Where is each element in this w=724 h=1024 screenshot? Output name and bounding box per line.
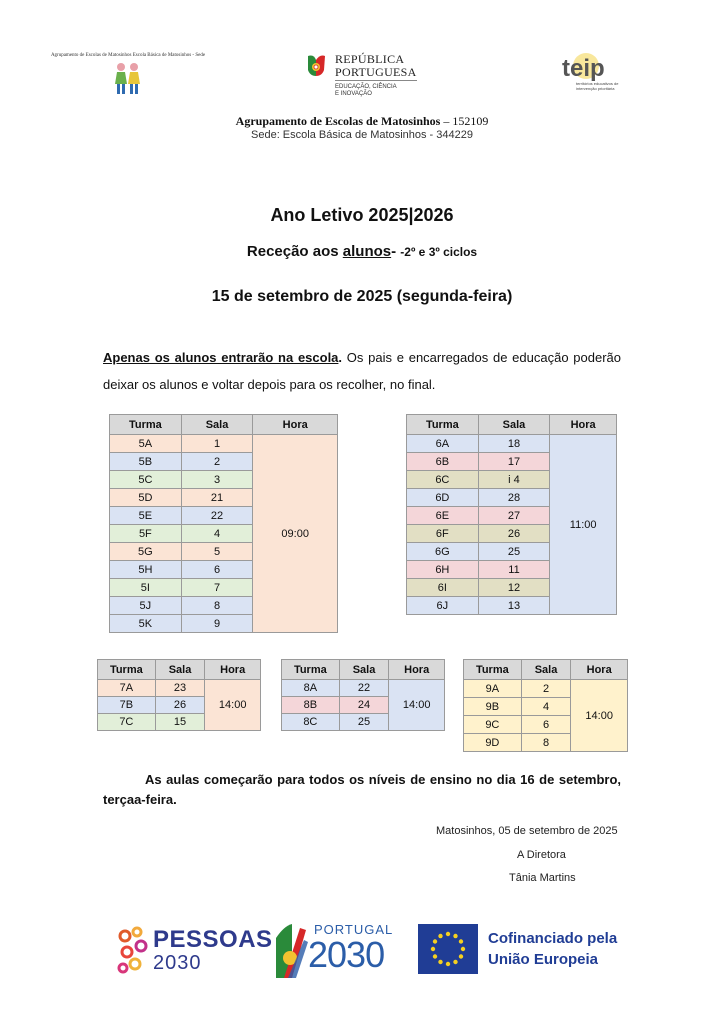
cell-sala: 8 bbox=[521, 734, 571, 752]
grade7-schedule-table bbox=[97, 659, 261, 731]
cell-sala: 6 bbox=[181, 561, 253, 579]
eu-star-icon bbox=[446, 962, 450, 966]
cell-turma: 7B bbox=[98, 697, 156, 714]
cell-sala: 23 bbox=[155, 680, 205, 697]
portugal-word: PORTUGAL bbox=[314, 922, 394, 937]
col-header-sala: Sala bbox=[181, 415, 253, 435]
cell-sala: 8 bbox=[181, 597, 253, 615]
col-header-sala: Sala bbox=[339, 660, 389, 680]
teip-logo bbox=[556, 52, 622, 98]
table-row bbox=[110, 435, 338, 453]
eu-star-icon bbox=[433, 954, 437, 958]
cell-turma: 5H bbox=[110, 561, 182, 579]
cell-sala: 7 bbox=[181, 579, 253, 597]
cell-sala: 5 bbox=[181, 543, 253, 561]
cell-turma: 5A bbox=[110, 435, 182, 453]
cell-hora: 11:00 bbox=[550, 435, 617, 615]
table-header-row bbox=[282, 660, 445, 680]
cell-turma: 5E bbox=[110, 507, 182, 525]
cell-sala: 1 bbox=[181, 435, 253, 453]
republica-divider bbox=[335, 80, 417, 81]
cell-hora: 14:00 bbox=[205, 680, 261, 731]
table-row bbox=[407, 435, 617, 453]
col-header-turma: Turma bbox=[407, 415, 479, 435]
cell-sala: 27 bbox=[478, 507, 550, 525]
cell-turma: 6A bbox=[407, 435, 479, 453]
col-header-hora: Hora bbox=[571, 660, 628, 680]
cell-turma: 5K bbox=[110, 615, 182, 633]
cell-turma: 5F bbox=[110, 525, 182, 543]
school-logo-text: Agrupamento de Escolas de Matosinhos Escola Básica de Matosinhos - Sede bbox=[50, 53, 206, 58]
table-header-row bbox=[110, 415, 338, 435]
table-row bbox=[98, 680, 261, 697]
portugal-year: 2030 bbox=[308, 934, 385, 975]
cell-turma: 9C bbox=[464, 716, 522, 734]
cell-turma: 6F bbox=[407, 525, 479, 543]
teip-subtext: territórios educativos de intervenção prioritária bbox=[576, 81, 619, 91]
intro-paragraph: Apenas os alunos entrarão na escola. Os pais e encarregados de educação poderão deixar os alunos e voltar depois para os recolher, no final. bbox=[103, 350, 621, 392]
intro-bold: Apenas os alunos entrarão na escola bbox=[103, 350, 339, 365]
cell-turma: 6J bbox=[407, 597, 479, 615]
eu-star-icon bbox=[446, 932, 450, 936]
cell-turma: 5J bbox=[110, 597, 182, 615]
ministry-line2: E INOVAÇÃO bbox=[335, 91, 372, 97]
school-logo bbox=[50, 50, 206, 106]
cell-sala: 2 bbox=[521, 680, 571, 698]
pessoas-word: PESSOAS bbox=[153, 926, 273, 953]
ministry-line1: EDUCAÇÃO, CIÊNCIA bbox=[335, 84, 397, 90]
cell-turma: 8C bbox=[282, 714, 340, 731]
cell-sala: 25 bbox=[478, 543, 550, 561]
cell-sala: 22 bbox=[181, 507, 253, 525]
reception-cycles: -2º e 3º ciclos bbox=[400, 245, 478, 259]
cell-sala: 15 bbox=[155, 714, 205, 731]
table-header-row bbox=[464, 660, 628, 680]
cell-sala: 17 bbox=[478, 453, 550, 471]
grade8-schedule-table bbox=[281, 659, 445, 731]
children-figures-icon bbox=[50, 50, 206, 106]
cell-sala: 4 bbox=[181, 525, 253, 543]
reception-students: alunos bbox=[342, 243, 392, 260]
republica-line1: REPÚBLICA bbox=[335, 52, 405, 66]
cell-turma: 6B bbox=[407, 453, 479, 471]
eu-line1: Cofinanciado pela bbox=[488, 930, 618, 947]
cell-turma: 7C bbox=[98, 714, 156, 731]
col-header-hora: Hora bbox=[550, 415, 617, 435]
col-header-hora: Hora bbox=[253, 415, 338, 435]
cell-hora: 14:00 bbox=[571, 680, 628, 752]
eu-star-icon bbox=[453, 960, 457, 964]
cell-sala: 11 bbox=[478, 561, 550, 579]
intro-rest: Os pais e encarregados de educação poderão deixar os alunos e voltar depois para os recolher, no final. bbox=[103, 350, 621, 392]
col-header-hora: Hora bbox=[389, 660, 445, 680]
republica-line2: PORTUGUESA bbox=[335, 65, 417, 79]
classes-start-note: As aulas começarão para todos os níveis de ensino no dia 16 de setembro, terçaa-feira. bbox=[103, 772, 621, 807]
cell-turma: 6E bbox=[407, 507, 479, 525]
reception-date: 15 de setembro de 2025 (segunda-feira) bbox=[211, 288, 513, 305]
cell-sala: 4 bbox=[521, 698, 571, 716]
eu-star-icon bbox=[433, 939, 437, 943]
signature-name: Tânia Martins bbox=[509, 872, 576, 884]
cell-turma: 5C bbox=[110, 471, 182, 489]
cell-turma: 8B bbox=[282, 697, 340, 714]
eu-flag-icon bbox=[418, 924, 478, 974]
cell-turma: 5D bbox=[110, 489, 182, 507]
cell-turma: 7A bbox=[98, 680, 156, 697]
col-header-turma: Turma bbox=[110, 415, 182, 435]
teip-wordmark-icon bbox=[556, 52, 622, 82]
eu-star-icon bbox=[453, 934, 457, 938]
cell-turma: 5I bbox=[110, 579, 182, 597]
institution-name: Agrupamento de Escolas de Matosinhos bbox=[235, 114, 441, 128]
col-header-turma: Turma bbox=[464, 660, 522, 680]
cell-sala: 6 bbox=[521, 716, 571, 734]
cell-sala: 28 bbox=[478, 489, 550, 507]
table-row bbox=[464, 680, 628, 698]
col-header-sala: Sala bbox=[478, 415, 550, 435]
pessoas-year: 2030 bbox=[153, 952, 202, 974]
cell-hora: 09:00 bbox=[253, 435, 338, 633]
grade9-schedule-table bbox=[463, 659, 628, 752]
cell-turma: 6I bbox=[407, 579, 479, 597]
eu-star-icon bbox=[459, 939, 463, 943]
teip-logo-text: teip bbox=[562, 55, 605, 82]
grade6-schedule-table bbox=[406, 414, 617, 615]
cell-turma: 6C bbox=[407, 471, 479, 489]
cell-sala: 21 bbox=[181, 489, 253, 507]
cell-turma: 6G bbox=[407, 543, 479, 561]
eu-star-icon bbox=[431, 947, 435, 951]
portugal-2030-logo bbox=[270, 920, 394, 982]
cell-sala: 9 bbox=[181, 615, 253, 633]
col-header-sala: Sala bbox=[155, 660, 205, 680]
cell-sala: 24 bbox=[339, 697, 389, 714]
col-header-sala: Sala bbox=[521, 660, 571, 680]
seat-line: Sede: Escola Básica de Matosinhos - 344229 bbox=[251, 129, 473, 141]
institution-line bbox=[0, 114, 724, 129]
cell-turma: 5B bbox=[110, 453, 182, 471]
school-year-title: Ano Letivo 2025|2026 bbox=[270, 205, 454, 225]
grade5-schedule-table bbox=[109, 414, 338, 633]
institution-code: – 152109 bbox=[443, 114, 489, 128]
cell-turma: 8A bbox=[282, 680, 340, 697]
table-row bbox=[282, 680, 445, 697]
eu-star-icon bbox=[438, 960, 442, 964]
cell-turma: 9A bbox=[464, 680, 522, 698]
cell-turma: 6H bbox=[407, 561, 479, 579]
cell-sala: 12 bbox=[478, 579, 550, 597]
cell-sala: 26 bbox=[478, 525, 550, 543]
eu-star-icon bbox=[461, 947, 465, 951]
cell-sala: 2 bbox=[181, 453, 253, 471]
cell-sala: 18 bbox=[478, 435, 550, 453]
cell-turma: 9B bbox=[464, 698, 522, 716]
portugal-flag-icon bbox=[306, 54, 326, 78]
table-header-row bbox=[98, 660, 261, 680]
eu-star-icon bbox=[438, 934, 442, 938]
cell-sala: 26 bbox=[155, 697, 205, 714]
cell-sala: 25 bbox=[339, 714, 389, 731]
pessoas-2030-logo bbox=[113, 922, 273, 980]
eu-line2: União Europeia bbox=[488, 951, 599, 968]
cell-sala: 3 bbox=[181, 471, 253, 489]
cell-turma: 9D bbox=[464, 734, 522, 752]
col-header-hora: Hora bbox=[205, 660, 261, 680]
cell-sala: 13 bbox=[478, 597, 550, 615]
eu-star-icon bbox=[459, 954, 463, 958]
cell-hora: 14:00 bbox=[389, 680, 445, 731]
reception-title: Receção aos alunos- -2º e 3º ciclos bbox=[246, 243, 478, 260]
cell-sala: 22 bbox=[339, 680, 389, 697]
signature-role: A Diretora bbox=[517, 849, 566, 861]
portugal-2030-symbol-icon bbox=[270, 920, 310, 982]
signature-place-date: Matosinhos, 05 de setembro de 2025 bbox=[436, 825, 618, 837]
pessoas-symbol-icon bbox=[113, 922, 153, 980]
col-header-turma: Turma bbox=[98, 660, 156, 680]
cell-turma: 5G bbox=[110, 543, 182, 561]
col-header-turma: Turma bbox=[282, 660, 340, 680]
eu-cofinanced-logo bbox=[418, 924, 618, 976]
cell-sala: i 4 bbox=[478, 471, 550, 489]
cell-turma: 6D bbox=[407, 489, 479, 507]
table-header-row bbox=[407, 415, 617, 435]
